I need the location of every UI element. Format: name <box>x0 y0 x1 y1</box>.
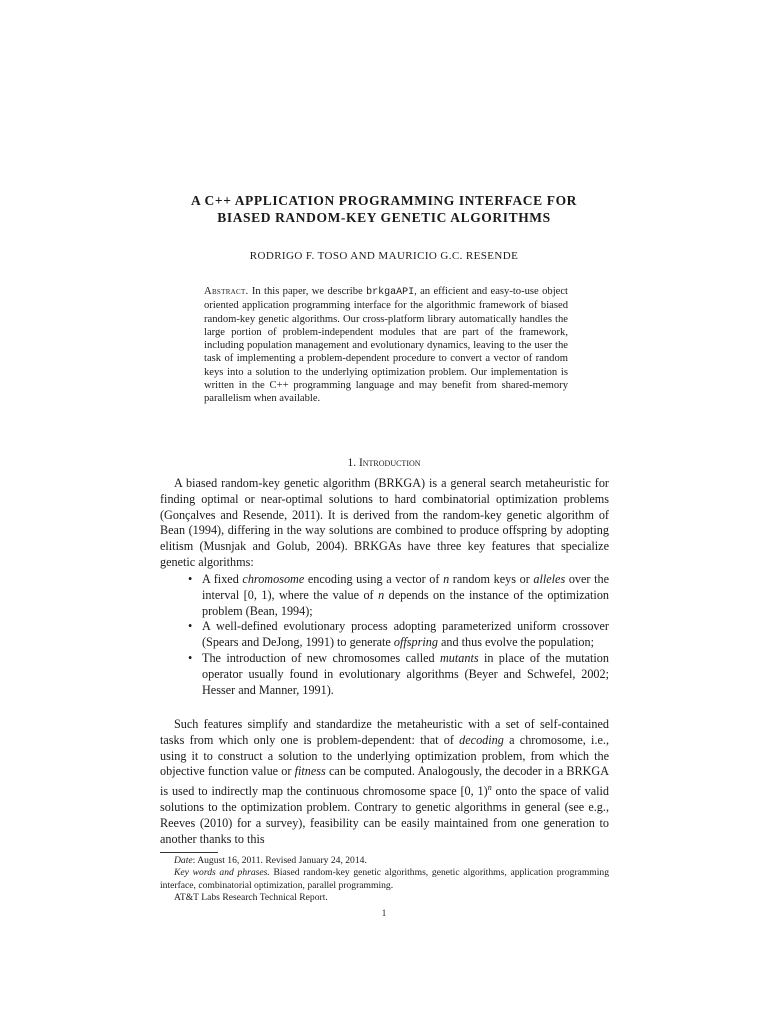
abstract-code: brkgaAPI <box>366 287 415 298</box>
footnote-keywords: Key words and phrases. Biased random-key genetic algorithms, genetic algorithms, application programming interface, combinatorial optimization, parallel programming. <box>160 867 609 891</box>
abstract-text-2: , an efficient and easy-to-use object oriented application programming interface for the algorithmic framework of biased random-key genetic algorithms. Our cross-platform library automatically handles the large portion of problem-independent modules that are part of the framework, including population management and evolutionary dynamics, leaving to the user the task of implementing a problem-dependent procedure to convert a vector of random keys into a solution to the underlying optimization problem. Our implementation is written in the C++ programming language and may benefit from shared-memory parallelism when available. <box>204 286 568 405</box>
abstract-text-1: In this paper, we describe <box>248 286 367 297</box>
footnote-date: Date: August 16, 2011. Revised January 24, 2014. <box>174 855 367 866</box>
abstract-label: Abstract. <box>204 286 249 297</box>
footnotes <box>160 855 609 905</box>
section-number: 1. <box>347 457 357 469</box>
paper-title-line-2: BIASED RANDOM-KEY GENETIC ALGORITHMS <box>217 210 551 225</box>
bullet-icon: • <box>188 650 193 665</box>
abstract <box>204 285 568 406</box>
footnote-divider <box>160 852 218 853</box>
feature-list <box>160 572 609 698</box>
list-item: • A well-defined evolutionary process adopting parameterized uniform crossover (Spears and DeJong, 1991) to generate offspring and thus evolve the population; <box>188 619 609 650</box>
bullet-icon: • <box>188 619 193 634</box>
bullet-icon: • <box>188 572 193 586</box>
body-paragraph: Such features simplify and standardize the metaheuristic with a set of self-contained tasks from which only one is problem-dependent: that of decoding a chromosome, i.e., using it to construct a solution to the underlying optimization problem, from which the objective function value or fitness can be computed. Analogously, the decoder in a BRKGA is used to indirectly map the continuous chromosome space [0, 1)$^n$ onto the space of valid solutions to the optimization problem. Contrary to genetic algorithms in general (see e.g., Reeves (2010) for a survey), feasibility can be easily maintained from one generation to another thanks to this <box>160 717 610 846</box>
paper-title-line-1: A C++ APPLICATION PROGRAMMING INTERFACE FOR <box>190 193 578 208</box>
list-item: • The introduction of new chromosomes called mutants in place of the mutation operator usually found in evolutionary algorithms (Beyer and Schwefel, 2002; Hesser and Manner, 1991). <box>188 650 609 697</box>
section-heading <box>0 457 768 469</box>
intro-paragraph: A biased random-key genetic algorithm (BRKGA) is a general search metaheuristic for finding optimal or near-optimal solutions to hard combinatorial optimization problems (Gonçalves and Resende, 2011). It is derived from the random-key genetic algorithm of Bean (1994), differing in the way solutions are combined to produce offspring by adopting elitism (Musnjak and Golub, 2004). BRKGAs have three key features that specialize genetic algorithms: <box>160 476 609 569</box>
section-title: Introduction <box>358 457 421 469</box>
page-number: 1 <box>381 908 387 918</box>
authors: RODRIGO F. TOSO AND MAURICIO G.C. RESENDE <box>249 250 519 262</box>
list-item: • A fixed chromosome encoding using a vector of n random keys or alleles over the interval [0, 1), where the value of n depends on the instance of the optimization problem (Bean, 1994); <box>188 572 610 618</box>
footnote-report: AT&T Labs Research Technical Report. <box>174 892 328 904</box>
